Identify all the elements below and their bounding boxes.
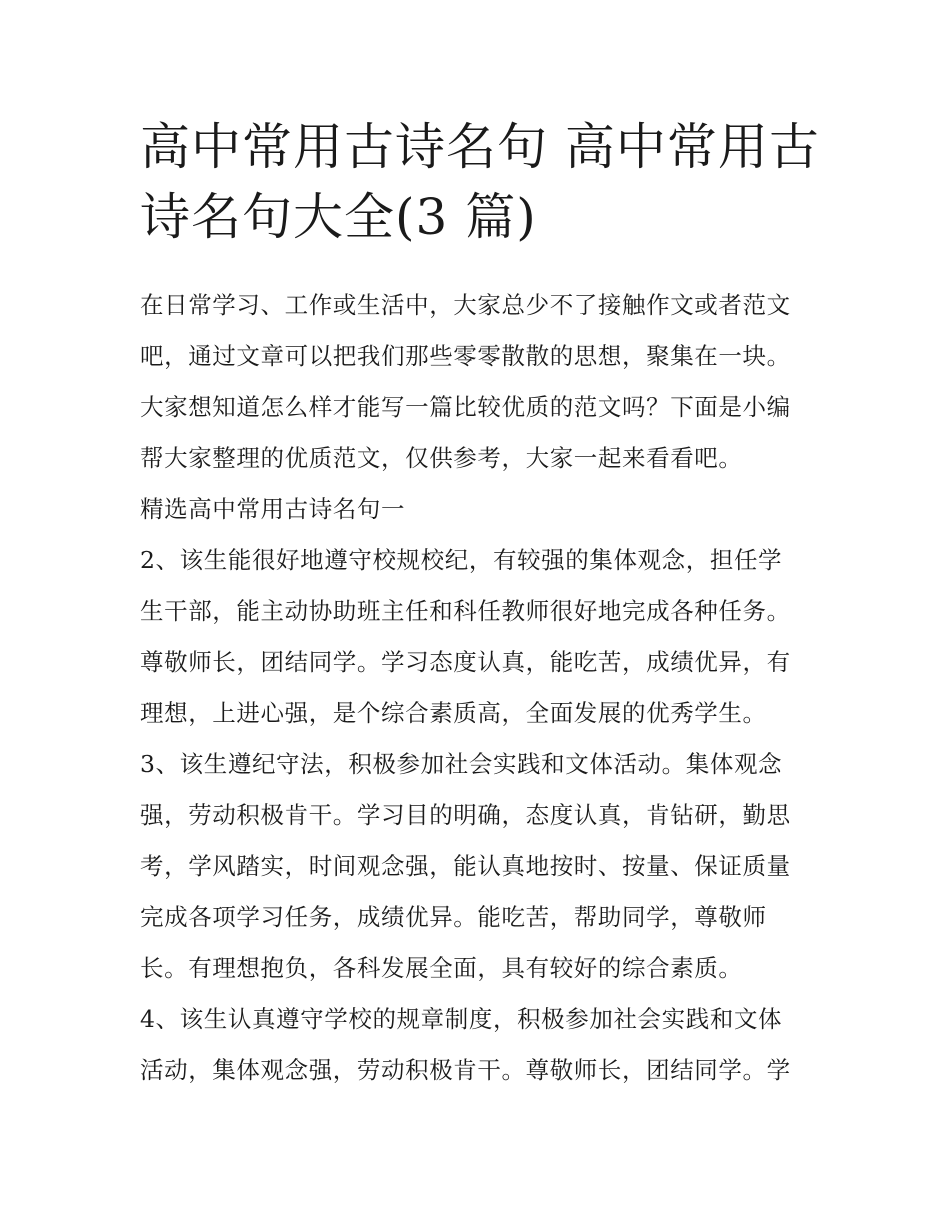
title-line: 高中常用古诗名句 高中常用古: [140, 118, 820, 176]
body-line: 考，学风踏实，时间观念强，能认真地按时、按量、保证质量: [140, 852, 791, 880]
title-line: 诗名句大全(3 篇): [140, 188, 537, 246]
body-line: 强，劳动积极肯干。学习目的明确，态度认真，肯钻研，勤思: [140, 801, 791, 829]
document-title: [140, 112, 820, 252]
body-line: 大家想知道怎么样才能写一篇比较优质的范文吗？下面是小编: [140, 393, 791, 421]
body-line: 生干部，能主动协助班主任和科任教师很好地完成各种任务。: [140, 597, 791, 625]
section-heading: 精选高中常用古诗名句一: [140, 495, 406, 523]
body-line: 吧，通过文章可以把我们那些零零散散的思想，聚集在一块。: [140, 342, 791, 370]
body-line: 长。有理想抱负，各科发展全面，具有较好的综合素质。: [140, 954, 743, 982]
body-line: 完成各项学习任务，成绩优异。能吃苦，帮助同学，尊敬师: [140, 903, 767, 931]
body-line: 2、该生能很好地遵守校规校纪，有较强的集体观念，担任学: [140, 546, 783, 574]
body-line: 理想，上进心强，是个综合素质高，全面发展的优秀学生。: [140, 699, 767, 727]
body-line: 4、该生认真遵守学校的规章制度，积极参加社会实践和文体: [140, 1005, 783, 1033]
body-line: 尊敬师长，团结同学。学习态度认真，能吃苦，成绩优异，有: [140, 648, 791, 676]
document-body: [140, 280, 820, 1096]
body-line: 帮大家整理的优质范文，仅供参考，大家一起来看看吧。: [140, 444, 743, 472]
body-line: 在日常学习、工作或生活中，大家总少不了接触作文或者范文: [140, 291, 791, 319]
body-line: 3、该生遵纪守法，积极参加社会实践和文体活动。集体观念: [140, 750, 783, 778]
body-line: 活动，集体观念强，劳动积极肯干。尊敬师长，团结同学。学: [140, 1056, 791, 1084]
